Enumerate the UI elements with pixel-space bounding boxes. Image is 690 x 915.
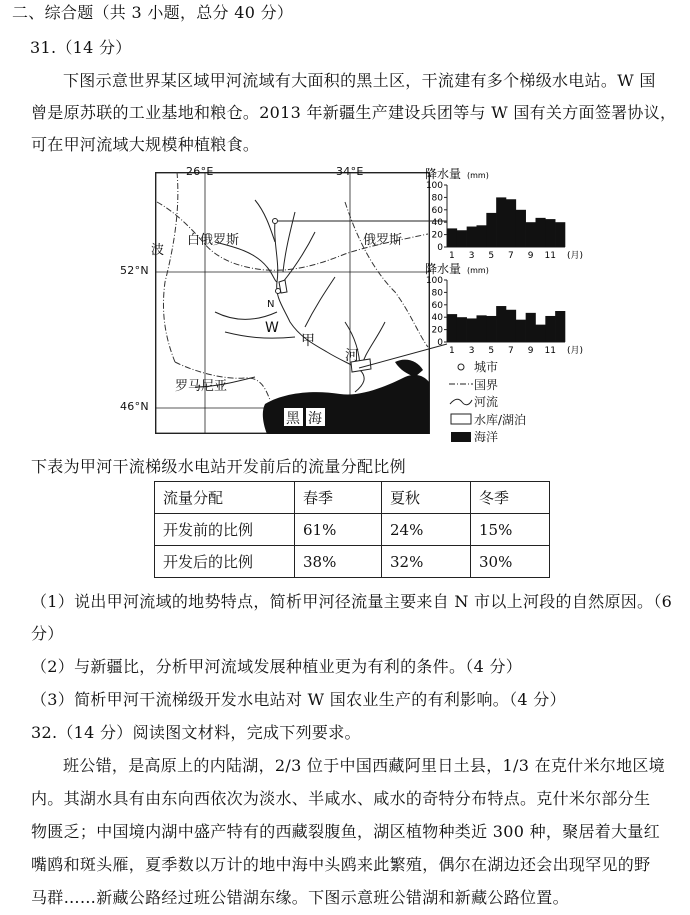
precip-bar [526, 313, 536, 342]
q31-intro-line-2: 曾是原苏联的工业基地和粮仓。2013 年新疆生产建设兵团等与 W 国有关方面签署协议， [31, 103, 677, 122]
label-poland: 波 [151, 243, 165, 258]
precip-bar [467, 318, 477, 342]
legend-row-river [448, 393, 526, 411]
chart-xtick-label: 9 [527, 346, 534, 356]
table-header-cell: 春季 [295, 482, 382, 514]
q32-body-line-4: 嘴鸥和斑头雁，夏季数以万计的地中海中头鸥来此繁殖，偶尔在湖边还会出现罕见的野 [31, 855, 651, 874]
chart-unit: (mm) [467, 266, 489, 275]
precip-bar [545, 316, 555, 342]
chart-ytick-label: 80 [431, 193, 443, 204]
precip-bar [516, 210, 526, 247]
table-header-cell: 流量分配 [155, 482, 295, 514]
precip-bar [536, 218, 546, 247]
chart-ytick-label: 80 [431, 288, 443, 299]
table-row [155, 514, 550, 546]
precip-chart-1 [420, 166, 590, 261]
q31-sub-3: （3）简析甲河干流梯级开发水电站对 W 国农业生产的有利影响。（4 分） [31, 690, 566, 709]
precip-bar [467, 227, 477, 247]
chart-xtick-label: 11 [544, 346, 556, 356]
q31-sub-1-cont: 分） [31, 624, 64, 643]
table-header-cell: 夏秋 [382, 482, 471, 514]
chart-ytick-label: 0 [437, 243, 443, 253]
legend-row-reservoir [448, 411, 526, 429]
label-river-jia: 甲 [301, 333, 315, 349]
label-russia: 俄罗斯 [363, 233, 403, 248]
river-icon [450, 399, 472, 405]
q32-body-line-3: 物匮乏；中国境内湖中盛产特有的西藏裂腹鱼，湖区植物种类近 300 种，聚居着大量红 [31, 822, 661, 841]
legend-label-ocean: 海洋 [474, 430, 499, 445]
table-cell: 开发前的比例 [155, 514, 295, 546]
label-sea-hai: 海 [308, 411, 322, 427]
city-icon [458, 364, 464, 370]
precip-chart-2 [420, 261, 590, 358]
legend-label-border: 国界 [474, 377, 499, 392]
lon-label-34e: 34°E [336, 165, 364, 178]
flow-table [154, 481, 550, 578]
chart-ytick-label: 20 [431, 230, 443, 241]
chart-ylabel: 降水量 [425, 262, 462, 276]
table-cell: 38% [295, 546, 382, 578]
legend-row-border [448, 376, 526, 394]
table-header-row [155, 482, 550, 514]
label-sea-black: 黑 [286, 411, 300, 427]
chart-xunit: (月) [567, 251, 584, 261]
lat-label-46n: 46°N [120, 400, 149, 413]
q32-heading: 32.（14 分）阅读图文材料，完成下列要求。 [31, 723, 361, 742]
chart-ytick-label: 60 [431, 205, 443, 216]
q31-intro-line-3: 可在甲河流域大规模种植粮食。 [31, 135, 260, 154]
legend-row-city [448, 358, 526, 376]
q31-number: 31.（14 分） [30, 38, 132, 57]
precip-bar [486, 213, 496, 247]
precip-bar [555, 311, 565, 342]
table-cell: 15% [471, 514, 550, 546]
ocean-icon [451, 432, 471, 442]
precip-bar [496, 197, 506, 247]
precip-bar [506, 199, 516, 247]
reservoir-icon [451, 414, 471, 424]
legend-label-reservoir: 水库/湖泊 [474, 412, 527, 427]
precip-bar [506, 310, 516, 342]
lat-label-52n: 52°N [120, 264, 149, 277]
q31-intro-line-1: 下图示意世界某区域甲河流域有大面积的黑土区，干流建有多个梯级水电站。W 国 [63, 71, 656, 90]
table-caption: 下表为甲河干流梯级水电站开发前后的流量分配比例 [31, 457, 406, 476]
precip-bar [457, 317, 467, 342]
q31-sub-2: （2）与新疆比，分析甲河流域发展种植业更为有利的条件。（4 分） [31, 657, 523, 676]
q32-body-line-2: 内。其湖水具有由东向西依次为淡水、半咸水、咸水的奇特分布特点。克什米尔部分生 [31, 789, 651, 808]
chart-xtick-label: 7 [508, 251, 514, 261]
precip-bar [555, 222, 565, 247]
table-cell: 32% [382, 546, 471, 578]
precip-bar [477, 315, 487, 342]
chart-xtick-label: 5 [488, 251, 495, 261]
label-romania: 罗马尼亚 [175, 379, 228, 394]
chart-xtick-label: 9 [527, 251, 534, 261]
chart-xunit: (月) [567, 346, 584, 356]
q31-sub-1: （1）说出甲河流域的地势特点，简析甲河径流量主要来自 N 市以上河段的自然原因。（6 [31, 592, 673, 611]
legend-label-river: 河流 [474, 395, 499, 410]
label-river-he: 河 [345, 348, 359, 364]
chart-xtick-label: 1 [449, 346, 455, 356]
chart-ytick-label: 40 [431, 218, 443, 229]
table-row [155, 546, 550, 578]
chart-unit: (mm) [467, 171, 489, 180]
chart-ytick-label: 0 [437, 338, 443, 348]
section-title: 二、综合题（共 3 小题，总分 40 分） [12, 3, 294, 22]
chart-ylabel: 降水量 [425, 167, 462, 181]
precip-bar [526, 222, 536, 247]
label-country-w: W [265, 320, 279, 336]
chart-ytick-label: 100 [425, 276, 443, 286]
label-belarus: 白俄罗斯 [187, 233, 240, 248]
chart-xtick-label: 1 [449, 251, 455, 261]
precip-bar [516, 320, 526, 342]
precip-bar [477, 225, 487, 247]
chart-xtick-label: 3 [468, 251, 475, 261]
chart-ytick-label: 20 [431, 325, 443, 336]
table-cell: 61% [295, 514, 382, 546]
chart-xtick-label: 7 [508, 346, 514, 356]
precip-bar [545, 219, 555, 247]
chart-xtick-label: 3 [468, 346, 475, 356]
lon-label-26e: 26°E [186, 165, 214, 178]
chart-ytick-label: 60 [431, 300, 443, 311]
precip-bar [457, 230, 467, 247]
map-legend [448, 358, 526, 446]
table-cell: 开发后的比例 [155, 546, 295, 578]
chart-ytick-label: 40 [431, 313, 443, 324]
table-header-cell: 冬季 [471, 482, 550, 514]
q32-body-line-1: 班公错，是高原上的内陆湖，2/3 位于中国西藏阿里日土县，1/3 在克什米尔地区境 [63, 756, 665, 775]
precip-bar [447, 228, 457, 247]
precip-bar [486, 316, 496, 342]
precip-bar [536, 325, 546, 342]
table-cell: 24% [382, 514, 471, 546]
q32-body-line-5: 马群……新藏公路经过班公错湖东缘。下图示意班公错湖和新藏公路位置。 [31, 888, 569, 907]
chart-ytick-label: 100 [425, 181, 443, 191]
precip-bar [496, 306, 506, 342]
table-cell: 30% [471, 546, 550, 578]
label-city-n: N [267, 299, 275, 310]
precip-bar [447, 314, 457, 342]
legend-label-city: 城市 [474, 360, 499, 375]
chart-xtick-label: 11 [544, 251, 556, 261]
chart-xtick-label: 5 [488, 346, 495, 356]
legend-row-ocean [448, 428, 526, 446]
